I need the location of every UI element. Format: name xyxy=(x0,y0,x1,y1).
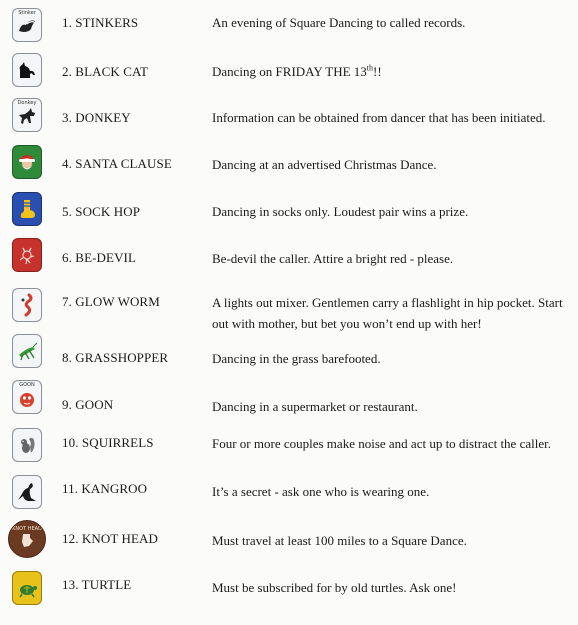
badge-label-stinker: Stinker xyxy=(18,10,36,16)
badge-description: Dancing in the grass barefooted. xyxy=(212,351,381,366)
glow-worm-icon xyxy=(12,288,42,322)
badge-name: 11. KANGROO xyxy=(62,481,148,496)
badge-description: Information can be obtained from dancer that has been initiated. xyxy=(212,110,546,125)
badge-name: 2. BLACK CAT xyxy=(62,64,149,79)
desc-text: Dancing on FRIDAY THE 13 xyxy=(212,64,367,79)
badge-description: An evening of Square Dancing to called records. xyxy=(212,15,466,30)
badge-name: 8. GRASSHOPPER xyxy=(62,350,169,365)
badge-label-knot-head: KNOT HEAD xyxy=(12,526,42,532)
squirrel-icon xyxy=(12,428,42,462)
badge-description: Dancing in a supermarket or restaurant. xyxy=(212,399,418,414)
badge-description: It’s a secret - ask one who is wearing one. xyxy=(212,484,430,499)
desc-superscript: th xyxy=(366,63,374,73)
badge-description: Dancing at an advertised Christmas Dance. xyxy=(212,157,437,172)
badge-name: 10. SQUIRRELS xyxy=(62,435,154,450)
badge-description: Dancing in socks only. Loudest pair wins a prize. xyxy=(212,204,469,219)
grasshopper-icon xyxy=(12,334,42,368)
badge-label-donkey: Donkey xyxy=(17,100,37,106)
santa-icon xyxy=(12,145,42,179)
badge-description: A lights out mixer. Gentlemen carry a flashlight in hip pocket. Start out with mother, but bet you won’t end up with her! xyxy=(212,295,563,331)
skunk-icon xyxy=(12,8,42,42)
badge-name: 4. SANTA CLAUSE xyxy=(62,156,172,171)
badge-label-goon: GOON xyxy=(19,382,35,388)
badge-name: 6. BE-DEVIL xyxy=(62,250,137,265)
sock-icon xyxy=(12,192,42,226)
badge-name: 13. TURTLE xyxy=(62,577,132,592)
badge-description: Must travel at least 100 miles to a Square Dance. xyxy=(212,533,467,548)
badge-name: 12. KNOT HEAD xyxy=(62,531,159,546)
badge-description: Be-devil the caller. Attire a bright red - please. xyxy=(212,251,454,266)
black-cat-icon xyxy=(12,53,42,87)
badge-name: 1. STINKERS xyxy=(62,15,139,30)
badge-name: 9. GOON xyxy=(62,397,114,412)
knot-head-icon xyxy=(8,520,46,558)
badge-description xyxy=(212,61,572,82)
turtle-icon xyxy=(12,571,42,605)
goon-icon xyxy=(12,380,42,414)
badge-name: 5. SOCK HOP xyxy=(62,204,141,219)
badge-name: 3. DONKEY xyxy=(62,110,131,125)
desc-text-end: !! xyxy=(373,64,382,79)
devil-icon xyxy=(12,238,42,272)
badge-description: Must be subscribed for by old turtles. Ask one! xyxy=(212,580,457,595)
kangaroo-icon xyxy=(12,475,42,509)
donkey-icon xyxy=(12,98,42,132)
badge-description: Four or more couples make noise and act up to distract the caller. xyxy=(212,436,551,451)
badge-name: 7. GLOW WORM xyxy=(62,294,160,309)
